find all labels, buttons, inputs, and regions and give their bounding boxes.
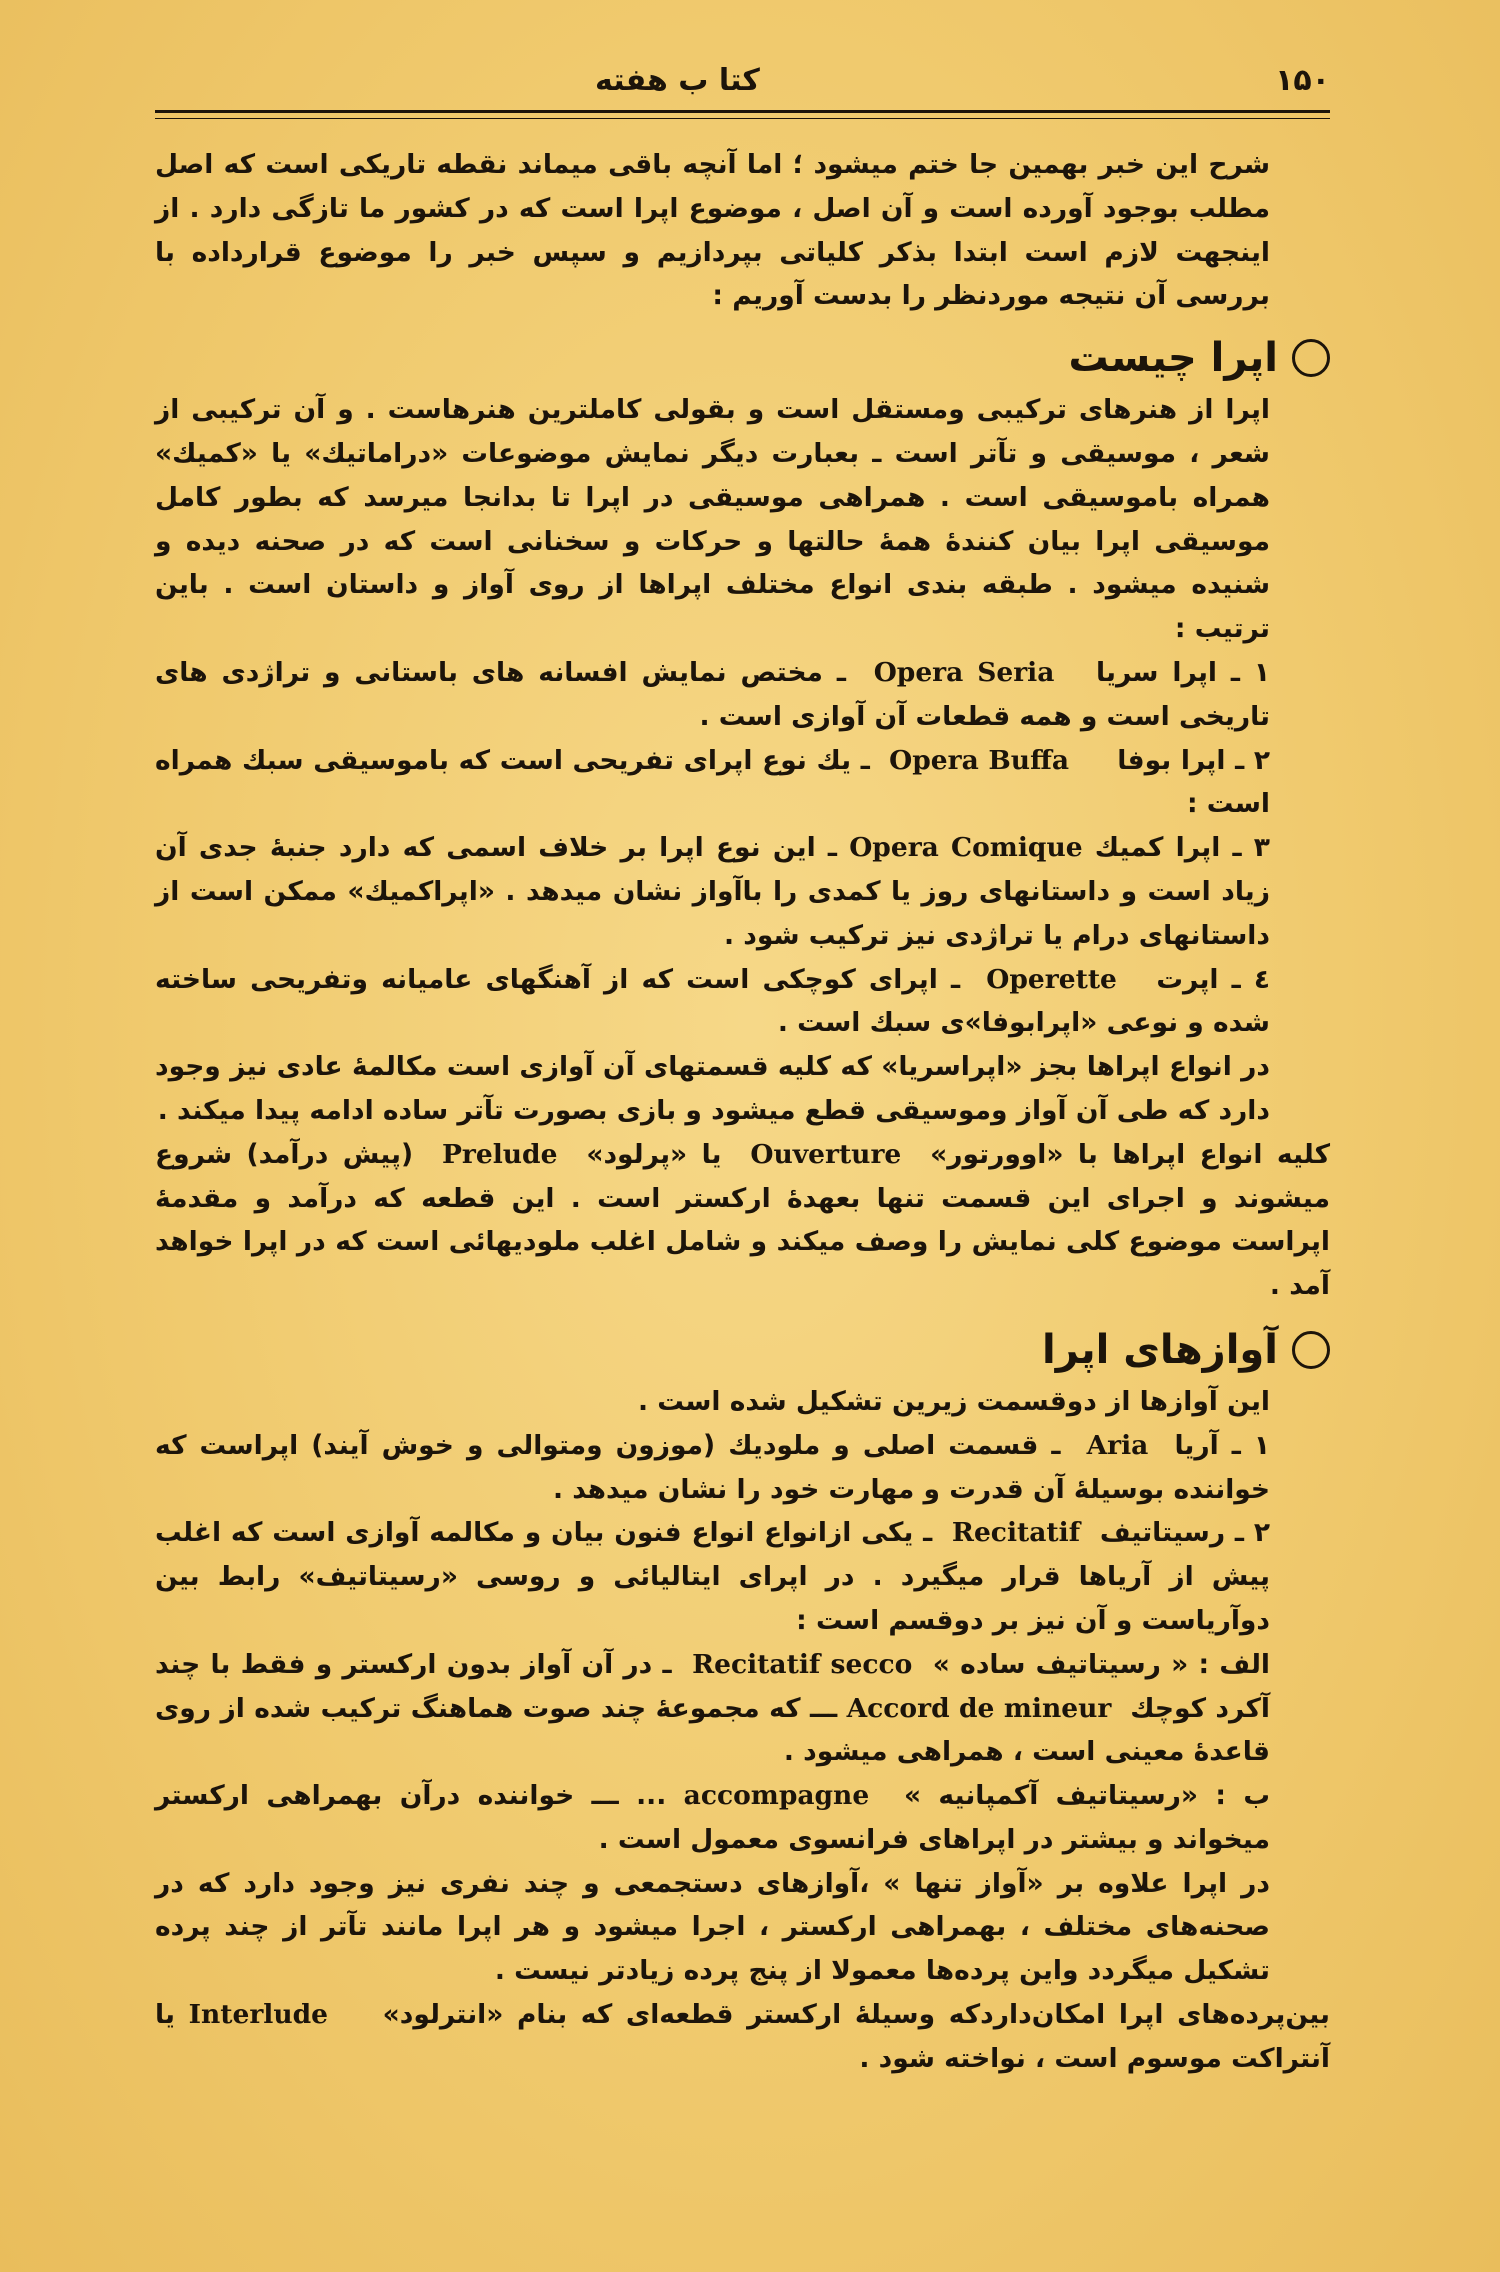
circle-bullet-icon: [1292, 1331, 1330, 1369]
song-type-item: ۲ ـ رسیتاتیف Recitatif ـ یکی ازانواع انواع فنون بیان و مکالمه آوازی است که اغلب پیش از آریاها قرار میگیرد . در اپرای ایتالیائی و روسی «رسیتاتیف» رابط بین دوآریاست و آن نیز بر دوقسم است :: [155, 1517, 1271, 1636]
song-type-item: ۱ ـ آریا Aria ـ قسمت اصلی و ملودیك (موزون ومتوالی و خوش آیند) اپراست که خواننده بوسیلهٔ آن قدرت و مهارت خود را نشان میدهد .: [155, 1429, 1271, 1505]
song-type-item: الف : « رسیتاتیف ساده » Recitatif secco ـ در آن آواز بدون ارکستر و فقط با چند آکرد کوچك Accord de mineur ـــ که مجموعهٔ چند صوت هماهنگ ترکیب شده از روی قاعدهٔ معینی است ، همراهی میشود .: [155, 1648, 1270, 1768]
header-rule-thick: [155, 110, 1330, 113]
intro-paragraph: شرح این خبر بهمین جا ختم میشود ؛ اما آنچه باقی میماند نقطه تاریکی است که اصل مطلب بوجود آورده است و آن اصل ، موضوع اپرا است که در کشور ما تازگی دارد . از اینجهت لازم است ابتدا بذکر کلیاتی بپردازیم و سپس خبر را موضوع قرارداده با بررسی آن نتیجه موردنظر را بدست آوریم :: [155, 149, 1270, 312]
latin-term: Operette: [986, 963, 1117, 995]
section-heading-opera-songs: [155, 1322, 1330, 1378]
section-heading-what-is-opera: [155, 330, 1330, 386]
latin-term: Recitatif: [951, 1517, 1081, 1549]
songs-intro: این آوازها از دوقسمت زیرین تشکیل شده است .: [637, 1385, 1270, 1417]
interlude-paragraph: بین‌پرده‌های اپرا امکان‌داردکه وسیلهٔ ارکستر قطعه‌ای که بنام «انترلود» Interlude یا آنتراکت موسوم است ، نواخته شود .: [155, 1999, 1330, 2074]
running-header: [155, 36, 1330, 98]
article-body: [155, 143, 1330, 2081]
latin-term: Interlude: [188, 1999, 329, 2031]
latin-term: Opera Comique: [849, 832, 1083, 864]
section-heading-text: آوازهای اپرا: [1042, 1326, 1278, 1373]
opera-type-item: ۱ ـ اپرا سریا Opera Seria ـ مختص نمایش افسانه های باستانی و تراژدی های تاریخی است و همه قطعات آن آوازی است .: [155, 656, 1270, 732]
opera-type-item: ۳ ـ اپرا کمیك Opera Comique ـ این نوع اپرا بر خلاف اسمی که دارد جنبهٔ جدی آن زیاد است و داستانهای روز یا کمدی را باآواز نشان میدهد . «اپراکمیك» ممکن است از داستانهای درام یا تراژدی نیز ترکیب شود .: [155, 832, 1270, 951]
overture-paragraph: کلیه انواع اپراها با «اوورتور» Ouverture یا «پرلود» Prelude (پیش درآمد) شروع میشوند و اجرای این قسمت تنها بعهدهٔ ارکستر است . این قطعه که درآمد و مقدمهٔ اپراست موضوع کلی نمایش را وصف میکند و شامل اغلب ملودیهائی است که در اپرا خواهد آمد .: [155, 1138, 1331, 1302]
song-type-item: ب : «رسیتاتیف آکمپانیه » accompagne ... ـــ خواننده درآن بهمراهی ارکستر میخواند و بیشتر در اپراهای فرانسوی معمول است .: [155, 1780, 1270, 1855]
latin-term: accompagne: [683, 1780, 870, 1812]
latin-term: Prelude: [441, 1138, 558, 1170]
latin-term: Opera Seria: [873, 656, 1055, 688]
page-number: ۱۵۰: [1275, 63, 1330, 98]
latin-term: Aria: [1086, 1429, 1149, 1461]
running-title: کتا ب هفته: [595, 63, 760, 98]
opera-type-item: ٤ ـ اپرت Operette ـ اپرای کوچکی است که از آهنگهای عامیانه وتفریحی ساخته شده و نوعی «اپرابوفا»ی سبك است .: [155, 963, 1270, 1039]
latin-term: Ouverture: [750, 1138, 902, 1170]
opera-definition-paragraph: اپرا از هنرهای ترکیبی ومستقل است و بقولی کاملترین هنرهاست . و آن ترکیبی از شعر ، موسیقی و تآتر است ـ بعبارت دیگر نمایش موضوعات «دراماتیك» یا «کمیك» همراه باموسیقی است . همراهی موسیقی در اپرا تا بدانجا میرسد که بطور کامل موسیقی اپرا بیان کنندهٔ همهٔ حالتها و حرکات و سخنانی است که در صحنه دیده و شنیده میشود . طبقه بندی انواع مختلف اپراها از روی آواز و داستان است . باین ترتیب :: [155, 394, 1270, 645]
latin-term: Accord de mineur: [846, 1692, 1112, 1724]
latin-term: Recitatif secco: [692, 1648, 913, 1680]
closing-paragraph: در اپرا علاوه بر «آواز تنها » ،آوازهای دستجمعی و چند نفری نیز وجود دارد که در صحنه‌های مختلف ، بهمراهی ارکستر ، اجرا میشود و هر اپرا مانند تآتر از چند پرده تشکیل میگردد واین پرده‌ها معمولا از پنج پرده زیادتر نیست .: [155, 1867, 1270, 1987]
circle-bullet-icon: [1292, 339, 1330, 377]
opera-type-item: ۲ ـ اپرا بوفا Opera Buffa ـ یك نوع اپرای تفریحی است که باموسیقی سبك همراه است :: [155, 744, 1270, 820]
dialogue-paragraph: در انواع اپراها بجز «اپراسریا» که کلیه قسمتهای آن آوازی است مکالمهٔ عادی نیز وجود دارد که طی آن آواز وموسیقی قطع میشود و بازی بصورت تآتر ساده ادامه پیدا میکند .: [155, 1051, 1270, 1126]
latin-term: Opera Buffa: [889, 744, 1069, 776]
section-heading-text: اپرا چیست: [1068, 335, 1278, 382]
header-rule-thin: [155, 118, 1330, 119]
